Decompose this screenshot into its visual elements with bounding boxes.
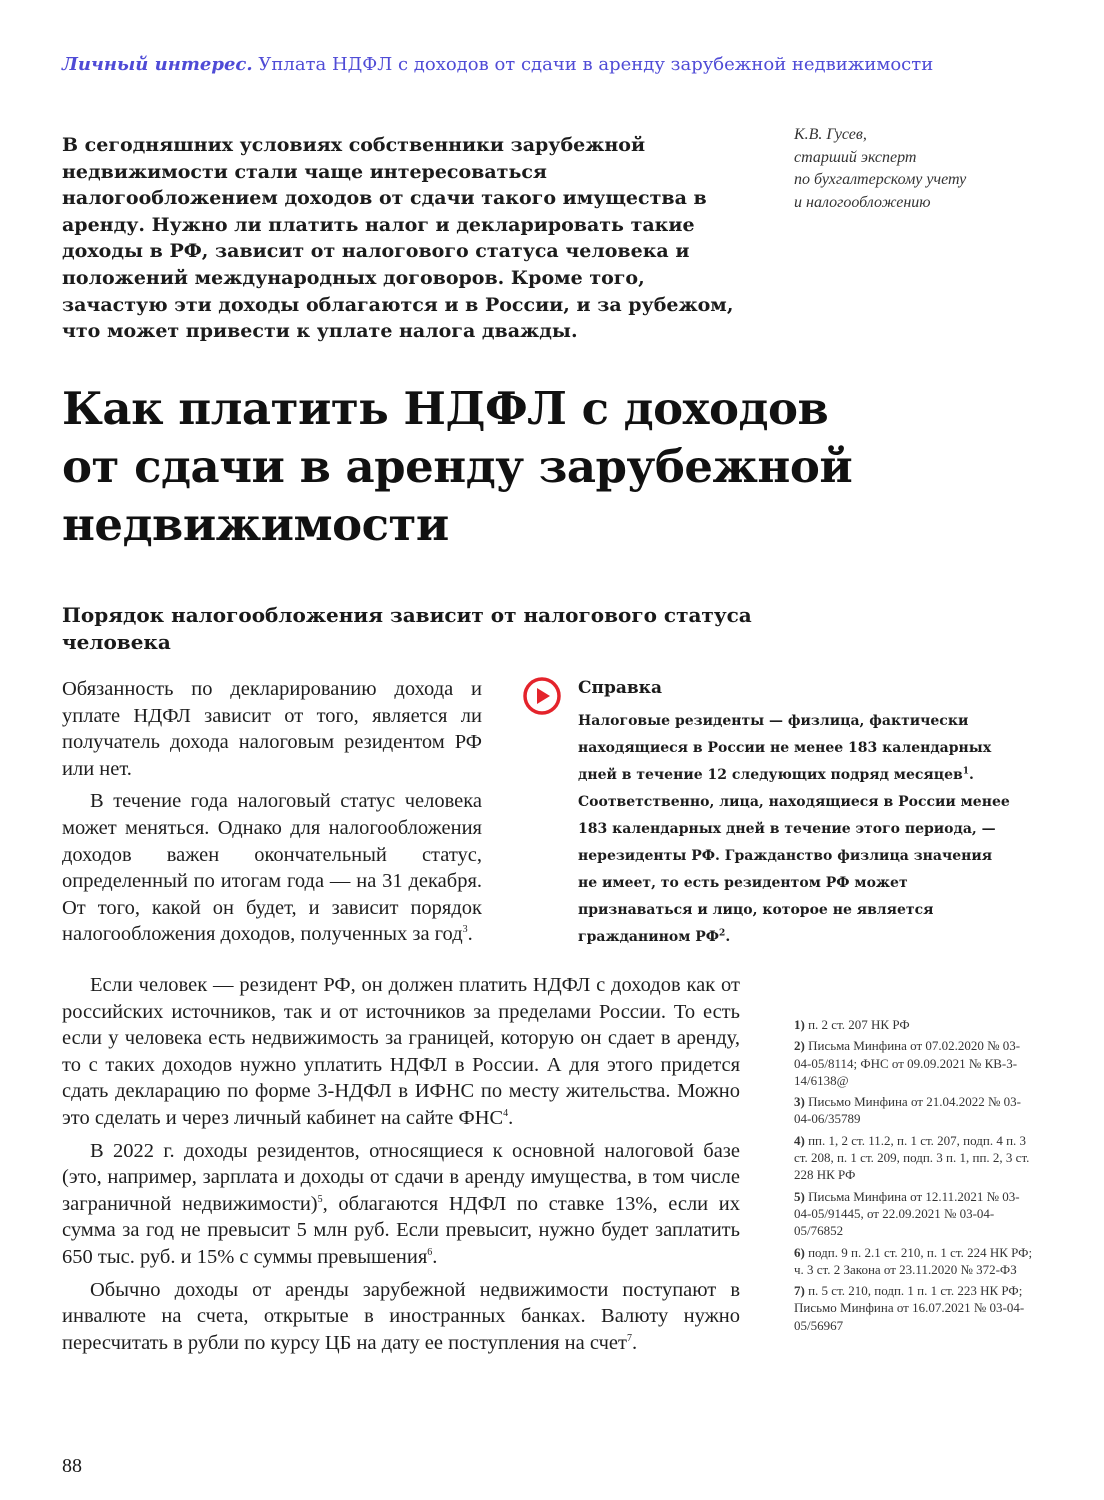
article-title: Как платить НДФЛ с доходов от сдачи в аренду зарубежной недвижимости [62, 382, 853, 551]
body-column-narrow [62, 676, 482, 948]
author-role-line: и налогообложению [794, 193, 931, 211]
footnote-item: 6) подп. 9 п. 2.1 ст. 210, п. 1 ст. 224 НК РФ; ч. 3 ст. 2 Закона от 23.11.2020 № 372-ФЗ [794, 1244, 1033, 1277]
footnote-item: 2) Письма Минфина от 07.02.2020 № 03-04-05/8114; ФНС от 09.09.2021 № КВ-3-14/6138@ [794, 1038, 1021, 1088]
page-number: 88 [62, 1455, 82, 1477]
footnotes-list [794, 1016, 1034, 1338]
footnote-ref: 6 [427, 1247, 433, 1259]
footnote-ref: 5 [317, 1193, 323, 1205]
footnote-item: 1) п. 2 ст. 207 НК РФ [794, 1017, 910, 1032]
footnote-ref: 1 [962, 766, 969, 777]
lead-paragraph: В сегодняшних условиях собственники зарубежной недвижимости стали чаще интересоваться налогообложением доходов от сдачи такого имущества в аренду. Нужно ли платить налог и декларировать такие доходы в РФ, зависит от налогового статуса человека и положений международных договоров. Кроме того, зачастую эти доходы облагаются и в России, и за рубежом, что может привести к уплате налога дважды. [62, 134, 734, 343]
section-subtitle: Порядок налогообложения зависит от налогового статуса человека [62, 603, 752, 654]
note-heading: Справка [578, 678, 662, 698]
author-role-line: по бухгалтерскому учету [794, 171, 967, 188]
body-column-wide [62, 972, 740, 1356]
footnote-ref: 2 [719, 928, 726, 939]
running-head [62, 54, 933, 75]
body-paragraph: Обычно доходы от аренды зарубежной недвижимости поступают в инвалюте на счета, открытые в иностранных банках. Валюту нужно пересчитать в рубли по курсу ЦБ на дату ее поступления на счет$^7$. [62, 1278, 740, 1354]
body-paragraph: В течение года налоговый статус человека может меняться. Однако для налогообложения доходов важен окончательный статус, определенный по итогам года — на 31 декабря. От того, какой он будет, и зависит порядок налогообложения доходов, полученных за год$^3$. [62, 790, 482, 946]
footnote-ref: 3 [462, 924, 468, 936]
footnote-ref: 7 [626, 1332, 632, 1344]
section-label: Личный интерес. [62, 54, 253, 75]
topic-label: Уплата НДФЛ с доходов от сдачи в аренду зарубежной недвижимости [258, 54, 934, 75]
note-text: Налоговые резиденты — физлица, фактически находящиеся в России не менее 183 календарных дней в течение 12 следующих подряд месяцев$^1$. Соответственно, лица, находящиеся в России менее 183 календарных дней в течение этого периода, — нерезиденты РФ. Гражданство физлица значения не имеет, то есть резидентом РФ может признаваться и лицо, которое не является гражданином $РФ^2$. [578, 713, 1010, 945]
footnote-item: 5) Письма Минфина от 12.11.2021 № 03-04-05/91445, от 22.09.2021 № 03-04-05/76852 [794, 1188, 1020, 1239]
footnote-item: 3) Письмо Минфина от 21.04.2022 № 03-04-06/35789 [794, 1094, 1021, 1127]
footnote-ref: 4 [503, 1108, 509, 1120]
author-name: К.В. Гусев, [794, 126, 867, 143]
footnote-item: 7) п. 5 ст. 210, подп. 1 п. 1 ст. 223 НК РФ; Письмо Минфина от 16.07.2021 № 03-04-05/56967 [794, 1283, 1025, 1333]
author-block [794, 124, 1054, 214]
body-paragraph: Обязанность по декларированию дохода и уплате НДФЛ зависит от того, является ли получатель дохода налоговым резидентом РФ или нет. [62, 678, 482, 780]
play-icon [522, 676, 562, 716]
author-role-line: старший эксперт [794, 148, 917, 166]
body-paragraph: Если человек — резидент РФ, он должен платить НДФЛ с доходов как от российских источников, так и от источников за пределами России. То есть если у человека есть недвижимость за границей, которую он сдает в аренду, то с таких доходов нужно уплатить НДФЛ в России. А для этого придется сдать декларацию по форме 3-НДФЛ в ИФНС по месту жительства. Можно это сделать и через личный кабинет на сайте ФНС$^4$. [62, 974, 740, 1129]
footnote-item: 4) пп. 1, 2 ст. 11.2, п. 1 ст. 207, подп. 4 п. 3 ст. 208, п. 1 ст. 209, подп. 3 п. 1, пп. 2, 3 ст. 228 НК РФ [794, 1132, 1030, 1183]
body-paragraph: В 2022 г. доходы резидентов, относящиеся к основной налоговой базе (это, например, зарплата и доходы от сдачи в аренду имущества, в том числе заграничной недвижимости)$^5$, облагаются НДФЛ по ставке 13%, если их сумма за год не превысит 5 млн руб. Если превысит, нужно будет заплатить 650 тыс. руб. и 15% с суммы превышения$^6$. [62, 1139, 741, 1268]
